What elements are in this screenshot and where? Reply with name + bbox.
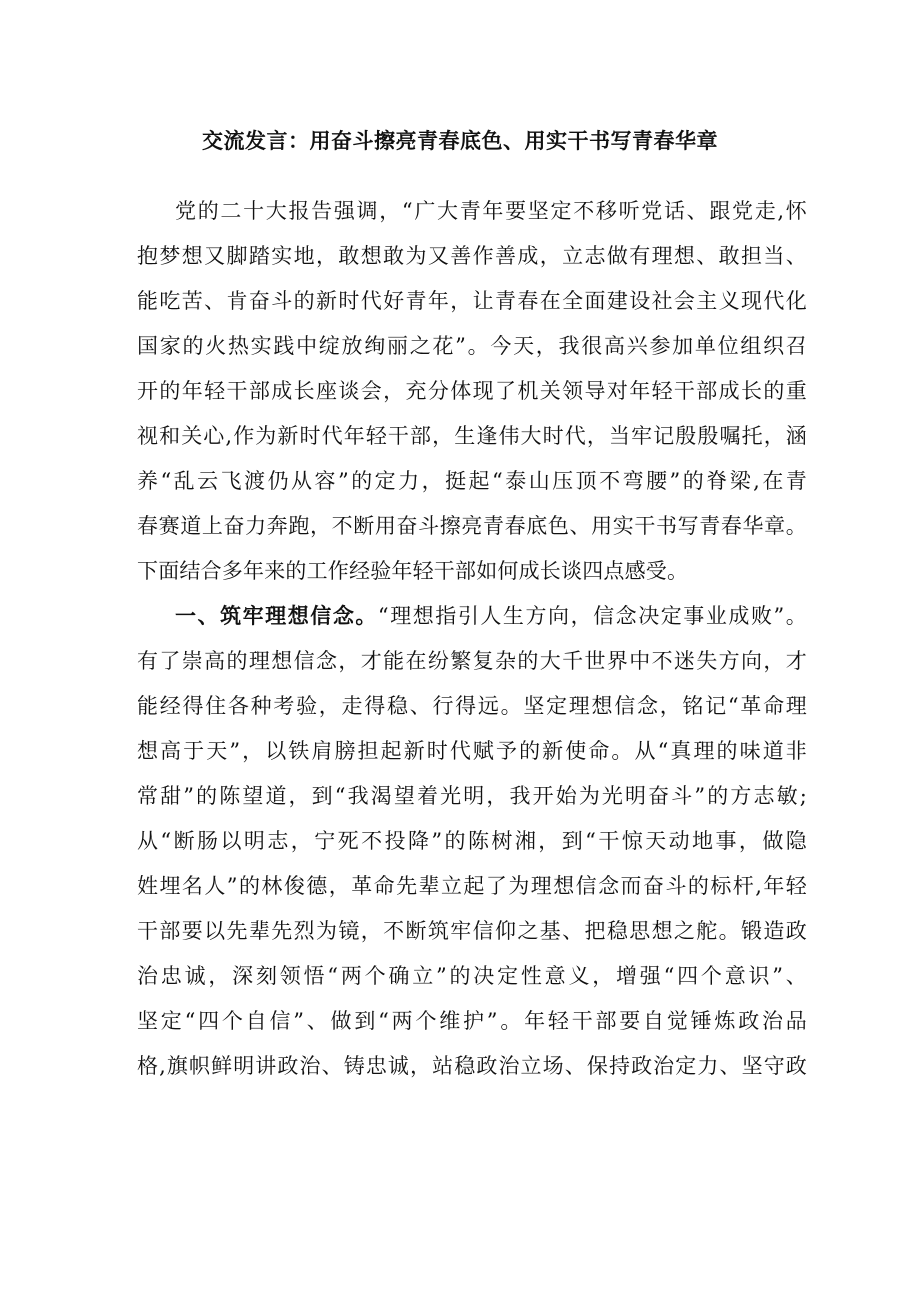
paragraph-line: 养“乱云飞渡仍从容”的定力，挺起“泰山压顶不弯腰”的脊梁,在青 — [137, 469, 807, 493]
paragraph-line: 能吃苦、肯奋斗的新时代好青年，让青春在全面建设社会主义现代化 — [137, 289, 807, 313]
paragraph-line: 春赛道上奋力奔跑，不断用奋斗擦亮青春底色、用实干书写青春华章。 — [137, 514, 807, 538]
paragraph-line: 干部要以先辈先烈为镜，不断筑牢信仰之基、把稳思想之舵。锻造政 — [137, 919, 807, 943]
document-title: 交流发言：用奋斗擦亮青春底色、用实干书写青春华章 — [202, 128, 718, 153]
paragraph-line: 格,旗帜鲜明讲政治、铸忠诚，站稳政治立场、保持政治定力、坚守政 — [137, 1054, 807, 1078]
paragraph-line: 视和关心,作为新时代年轻干部，生逢伟大时代，当牢记殷殷嘱托，涵 — [137, 424, 807, 448]
paragraph-line: 治忠诚，深刻领悟“两个确立”的决定性意义，增强“四个意识”、 — [137, 964, 807, 988]
paragraph-line: 从“断肠以明志，宁死不投降”的陈树湘，到“干惊天动地事，做隐 — [137, 829, 807, 853]
paragraph-line: 抱梦想又脚踏实地，敢想敢为又善作善成，立志做有理想、敢担当、 — [137, 244, 807, 268]
paragraph-line: 能经得住各种考验，走得稳、行得远。坚定理想信念，铭记“革命理 — [137, 694, 807, 718]
section-heading: 一、筑牢理想信念。 — [175, 603, 378, 628]
paragraph-line: 开的年轻干部成长座谈会，充分体现了机关领导对年轻干部成长的重 — [137, 379, 807, 403]
paragraph-line: 常甜”的陈望道，到“我渴望着光明，我开始为光明奋斗”的方志敏; — [137, 784, 807, 808]
paragraph-line: 下面结合多年来的工作经验年轻干部如何成长谈四点感受。 — [137, 559, 689, 583]
paragraph-line: 想高于天”，以铁肩膀担起新时代赋予的新使命。从“真理的味道非 — [137, 739, 807, 763]
paragraph-line: 姓埋名人”的林俊德，革命先辈立起了为理想信念而奋斗的标杆,年轻 — [137, 874, 807, 898]
paragraph-line: 党的二十大报告强调，“广大青年要坚定不移听党话、跟党走,怀 — [175, 199, 807, 223]
paragraph-line: 有了崇高的理想信念，才能在纷繁复杂的大千世界中不迷失方向，才 — [137, 649, 807, 673]
paragraph-line: 坚定“四个自信”、做到“两个维护”。年轻干部要自觉锤炼政治品 — [137, 1009, 807, 1033]
section-heading-line — [175, 601, 807, 631]
section-first-line-text: “理想指引人生方向，信念决定事业成败”。 — [377, 604, 807, 628]
paragraph-line: 国家的火热实践中绽放绚丽之花”。今天，我很高兴参加单位组织召 — [137, 334, 807, 358]
